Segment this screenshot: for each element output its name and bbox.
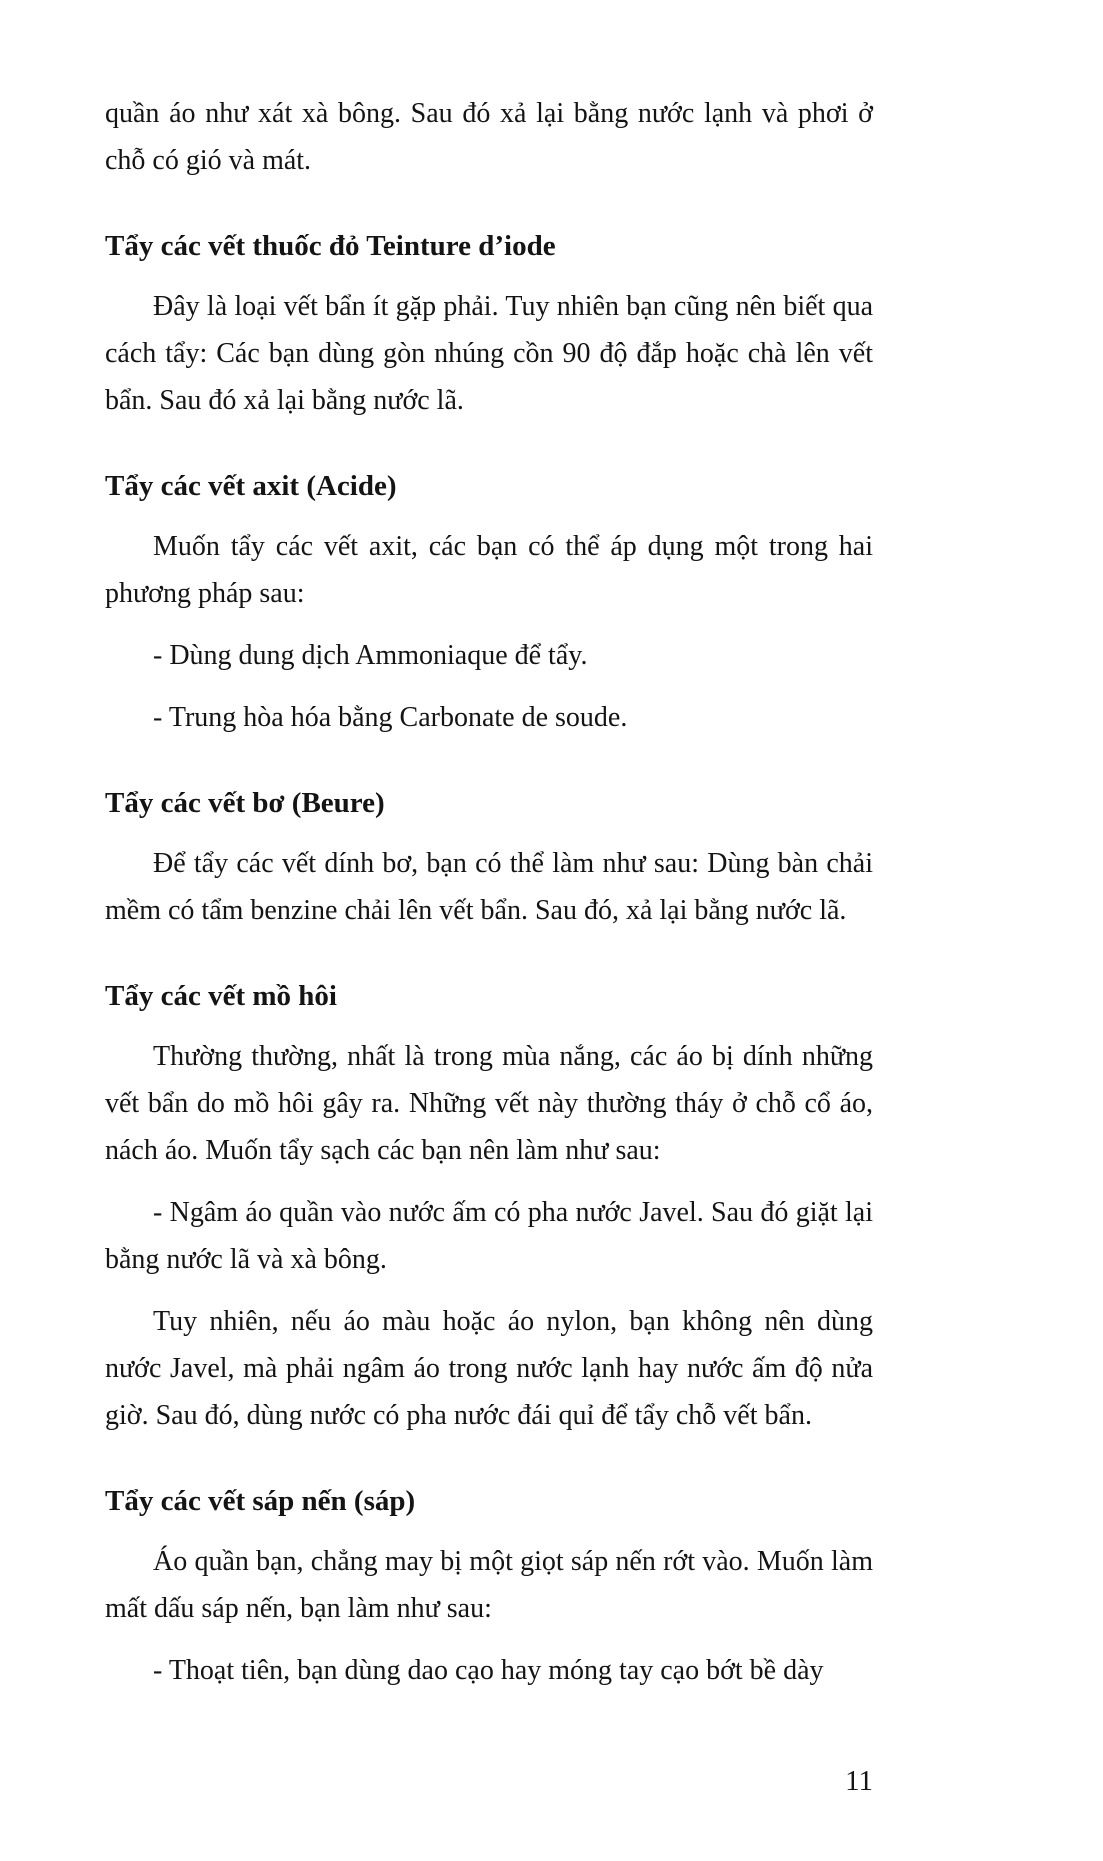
paragraph: Để tẩy các vết dính bơ, bạn có thể làm như sau: Dùng bàn chải mềm có tẩm benzine chải lên vết bẩn. Sau đó, xả lại bằng nước lã. [105, 848, 873, 926]
section-heading-sap-nen: Tẩy các vết sáp nến (sáp) [105, 1485, 416, 1517]
section-heading-mo-hoi: Tẩy các vết mồ hôi [105, 980, 337, 1012]
paragraph: Muốn tẩy các vết axit, các bạn có thể áp dụng một trong hai phương pháp sau: [105, 531, 873, 609]
list-item: - Trung hòa hóa bằng Carbonate de soude. [153, 702, 628, 733]
section-heading-teinture-diode: Tẩy các vết thuốc đỏ Teinture d’iode [105, 230, 556, 262]
paragraph: Tuy nhiên, nếu áo màu hoặc áo nylon, bạn không nên dùng nước Javel, mà phải ngâm áo trong nước lạnh hay nước ấm độ nửa giờ. Sau đó, dùng nước có pha nước đái quỉ để tẩy chỗ vết bẩn. [105, 1306, 873, 1431]
paragraph: Đây là loại vết bẩn ít gặp phải. Tuy nhiên bạn cũng nên biết qua cách tẩy: Các bạn dùng gòn nhúng cồn 90 độ đắp hoặc chà lên vết bẩn. Sau đó xả lại bằng nước lã. [105, 291, 873, 416]
list-item: - Ngâm áo quần vào nước ấm có pha nước Javel. Sau đó giặt lại bằng nước lã và xà bông. [105, 1197, 873, 1275]
paragraph: Áo quần bạn, chẳng may bị một giọt sáp nến rớt vào. Muốn làm mất dấu sáp nến, bạn làm như sau: [105, 1546, 873, 1624]
section-heading-bo: Tẩy các vết bơ (Beure) [105, 787, 385, 819]
paragraph: quần áo như xát xà bông. Sau đó xả lại bằng nước lạnh và phơi ở chỗ có gió và mát. [105, 98, 873, 176]
list-item: - Dùng dung dịch Ammoniaque để tẩy. [153, 640, 588, 671]
page-number: 11 [845, 1765, 873, 1797]
section-heading-axit: Tẩy các vết axit (Acide) [105, 470, 397, 502]
paragraph: Thường thường, nhất là trong mùa nắng, các áo bị dính những vết bẩn do mồ hôi gây ra. Những vết này thường tháy ở chỗ cổ áo, nách áo. Muốn tẩy sạch các bạn nên làm như sau: [105, 1041, 873, 1166]
list-item: - Thoạt tiên, bạn dùng dao cạo hay móng tay cạo bớt bề dày [153, 1655, 824, 1686]
